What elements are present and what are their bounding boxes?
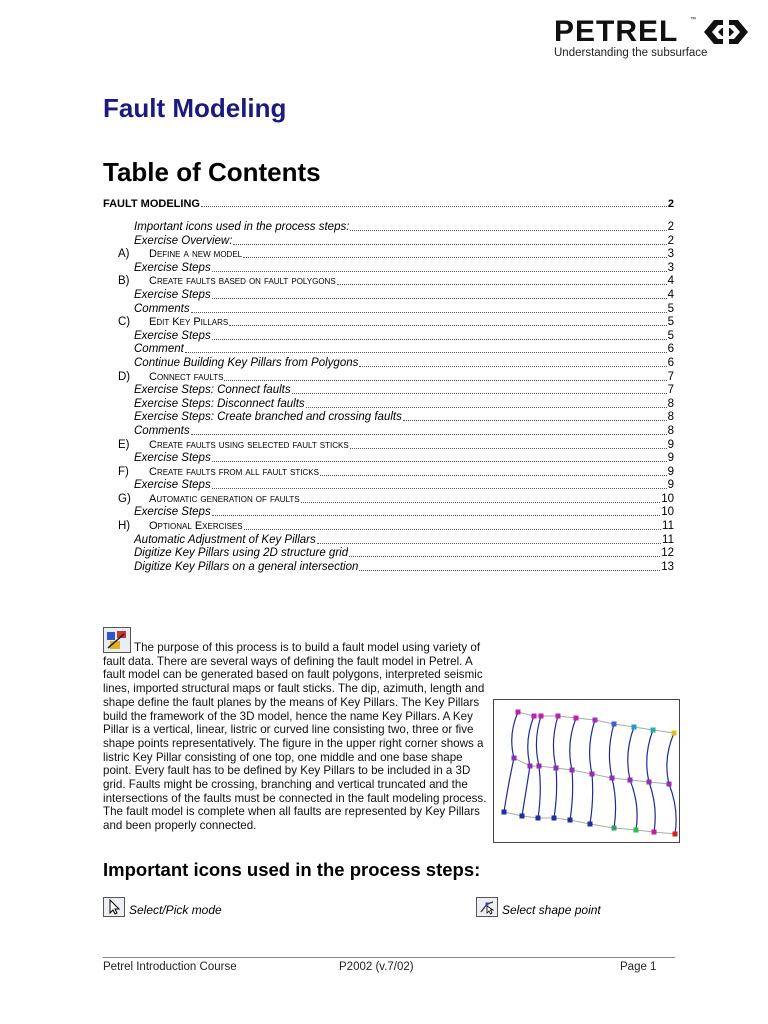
toc-leader-dots: [350, 439, 667, 449]
toc-leader-dots: [301, 493, 661, 503]
table-of-contents: [103, 197, 674, 574]
toc-main-row[interactable]: [103, 197, 674, 221]
icon-item-select-shape-point: [476, 893, 601, 917]
toc-section-row[interactable]: [103, 439, 674, 453]
toc-page-number: 9: [667, 438, 674, 451]
toc-entry-row[interactable]: [103, 235, 674, 249]
toc-section-letter: B): [118, 275, 130, 288]
toc-entry-row[interactable]: [103, 303, 674, 317]
toc-page-number: 8: [667, 424, 674, 437]
toc-leader-dots: [233, 235, 666, 245]
toc-entry-label: Digitize Key Pillars using 2D structure grid: [134, 547, 349, 560]
toc-entry-row[interactable]: [103, 452, 674, 466]
toc-page-number: 11: [662, 533, 674, 546]
toc-entry-label: FAULT MODELING: [103, 198, 200, 210]
toc-entry-row[interactable]: [103, 534, 674, 548]
toc-page-number: 2: [667, 198, 674, 210]
toc-section-row[interactable]: [103, 316, 674, 330]
toc-leader-dots: [212, 289, 667, 299]
toc-section-row[interactable]: [103, 371, 674, 385]
toc-entry-row[interactable]: [103, 384, 674, 398]
toc-entry-row[interactable]: [103, 357, 674, 371]
toc-leader-dots: [224, 371, 666, 381]
toc-entry-row[interactable]: [103, 221, 674, 235]
toc-leader-dots: [244, 520, 661, 530]
toc-leader-dots: [349, 547, 660, 557]
icon-label: Select shape point: [502, 903, 601, 917]
toc-leader-dots: [317, 534, 661, 544]
toc-section-letter: E): [118, 438, 130, 451]
toc-leader-dots: [185, 343, 667, 353]
toc-page-number: 2: [667, 221, 674, 233]
toc-entry-row[interactable]: [103, 506, 674, 520]
toc-leader-dots: [212, 330, 667, 340]
toc-entry-row[interactable]: [103, 561, 674, 575]
toc-entry-label: Comments: [134, 424, 190, 437]
toc-entry-label: Exercise Steps: [134, 329, 211, 342]
logo-tagline: Understanding the subsurface: [554, 47, 708, 59]
toc-section-row[interactable]: [103, 493, 674, 507]
logo-wordmark: PETREL: [554, 15, 679, 48]
toc-page-number: 7: [667, 384, 674, 397]
toc-section-letter: H): [118, 520, 131, 533]
logo-trademark: ™: [690, 17, 696, 23]
toc-section-row[interactable]: [103, 520, 674, 534]
toc-entry-label: Comment: [134, 343, 184, 356]
toc-section-letter: G): [118, 492, 131, 505]
toc-page-number: 6: [667, 356, 674, 369]
toc-page-number: 8: [667, 411, 674, 424]
toc-leader-dots: [212, 506, 661, 516]
toc-leader-dots: [350, 221, 666, 231]
toc-page-number: 5: [667, 316, 674, 329]
toc-leader-dots: [359, 561, 660, 571]
toc-page-number: 6: [667, 343, 674, 356]
toc-leader-dots: [403, 411, 667, 421]
toc-section-row[interactable]: [103, 466, 674, 480]
toc-entry-row[interactable]: [103, 547, 674, 561]
toc-entry-label: Exercise Steps: [134, 479, 211, 492]
toc-entry-label: Exercise Steps: Disconnect faults: [134, 397, 305, 410]
toc-heading: Table of Contents: [103, 157, 321, 187]
toc-entry-row[interactable]: [103, 398, 674, 412]
toc-entry-label: Connect faults: [149, 370, 224, 383]
toc-leader-dots: [292, 384, 667, 394]
intro-text: The purpose of this process is to build a fault model using variety of fault data. There are several ways of defining the fault model in Petrel. A fault model can be generated based on fault polygons, interpreted seismic lines, imported structural maps or fault sticks. The dip, azimuth, length and shape define the fault planes by the means of Key Pillars. The Key Pillars build the framework of the 3D model, hence the name Key Pillars. A Key Pillar is a vertical, linear, listric or curved line consisting two, three or five shape points representatively. The figure in the upper right corner shows a listric Key Pillar consisting of one top, one middle and one base shape point. Every fault has to be defined by Key Pillars to be included in a 3D grid. Faults might be crossing, branching and vertical truncated and the intersections of the faults must be connected in the fault modeling process. The fault model is complete when all faults are represented by Key Pillars and been properly connected.: [103, 641, 487, 833]
toc-entry-row[interactable]: [103, 411, 674, 425]
toc-leader-dots: [306, 398, 667, 408]
toc-entry-label: Exercise Steps: [134, 261, 211, 274]
toc-leader-dots: [359, 357, 666, 367]
toc-page-number: 4: [667, 288, 674, 301]
toc-leader-dots: [212, 452, 667, 462]
toc-section-letter: A): [118, 248, 130, 261]
toc-section-letter: D): [118, 370, 131, 383]
toc-page-number: 3: [667, 248, 674, 261]
icons-heading: Important icons used in the process steps:: [103, 859, 481, 880]
toc-entry-row[interactable]: [103, 479, 674, 493]
toc-page-number: 5: [667, 302, 674, 315]
toc-page-number: 2: [667, 234, 674, 247]
toc-entry-label: Exercise Steps: [134, 506, 211, 519]
toc-entry-label: Exercise Steps: Connect faults: [134, 384, 291, 397]
toc-page-number: 11: [662, 520, 674, 533]
toc-entry-label: Exercise Steps: [134, 452, 211, 465]
toc-section-letter: F): [118, 465, 129, 478]
icon-label: Select/Pick mode: [129, 903, 222, 917]
toc-page-number: 12: [661, 547, 674, 560]
footer-course: Petrel Introduction Course: [103, 961, 237, 973]
toc-entry-row[interactable]: [103, 262, 674, 276]
toc-page-number: 9: [667, 452, 674, 465]
toc-page-number: 4: [667, 275, 674, 288]
select-shape-point-icon[interactable]: [476, 897, 498, 917]
petrel-logo: [552, 14, 752, 62]
toc-entry-label: Important icons used in the process steps:: [134, 221, 350, 233]
toc-page-number: 9: [667, 479, 674, 492]
toc-entry-label: Comments: [134, 302, 190, 315]
toc-section-letter: C): [118, 316, 131, 329]
petrel-mark-icon: [702, 18, 750, 46]
toc-entry-label: Exercise Steps: [134, 288, 211, 301]
toc-entry-label: Automatic generation of faults: [149, 492, 300, 505]
toc-entry-label: Create faults from all fault sticks: [149, 465, 319, 478]
toc-section-row[interactable]: [103, 248, 674, 262]
toc-leader-dots: [191, 425, 667, 435]
toc-leader-dots: [191, 303, 667, 313]
toc-page-number: 13: [661, 560, 674, 573]
toc-entry-label: Automatic Adjustment of Key Pillars: [134, 533, 316, 546]
toc-page-number: 3: [667, 261, 674, 274]
icon-item-select-pick: [103, 893, 222, 917]
toc-entry-label: Exercise Overview:: [134, 234, 233, 247]
toc-entry-label: Digitize Key Pillars on a general intersection: [134, 560, 359, 573]
toc-page-number: 5: [667, 329, 674, 342]
toc-entry-label: Define a new model: [149, 248, 243, 261]
toc-leader-dots: [337, 275, 667, 285]
toc-page-number: 10: [661, 506, 674, 519]
toc-leader-dots: [320, 466, 667, 476]
toc-page-number: 7: [667, 370, 674, 383]
toc-leader-dots: [201, 197, 667, 207]
toc-entry-label: Edit Key Pillars: [149, 316, 229, 329]
key-pillar-figure: [493, 699, 680, 843]
toc-entry-row[interactable]: [103, 425, 674, 439]
toc-entry-row[interactable]: [103, 289, 674, 303]
toc-entry-row[interactable]: [103, 343, 674, 357]
footer-divider: [103, 957, 675, 958]
toc-leader-dots: [229, 316, 666, 326]
toc-leader-dots: [212, 479, 667, 489]
document-title: Fault Modeling: [103, 93, 287, 123]
toc-section-row[interactable]: [103, 275, 674, 289]
toc-entry-label: Continue Building Key Pillars from Polygons: [134, 356, 359, 369]
toc-page-number: 8: [667, 397, 674, 410]
footer-page-number: Page 1: [620, 961, 657, 973]
toc-page-number: 9: [667, 465, 674, 478]
footer-version: P2002 (v.7/02): [339, 961, 414, 973]
toc-entry-label: Create faults based on fault polygons: [149, 275, 336, 288]
toc-leader-dots: [243, 248, 666, 258]
toc-page-number: 10: [661, 492, 674, 505]
toc-entry-label: Exercise Steps: Create branched and crossing faults: [134, 411, 402, 424]
toc-entry-label: Optional Exercises: [149, 520, 243, 533]
toc-leader-dots: [212, 262, 667, 272]
select-pick-mode-icon[interactable]: [103, 897, 125, 917]
toc-entry-row[interactable]: [103, 330, 674, 344]
toc-entry-label: Create faults using selected fault sticks: [149, 438, 349, 451]
